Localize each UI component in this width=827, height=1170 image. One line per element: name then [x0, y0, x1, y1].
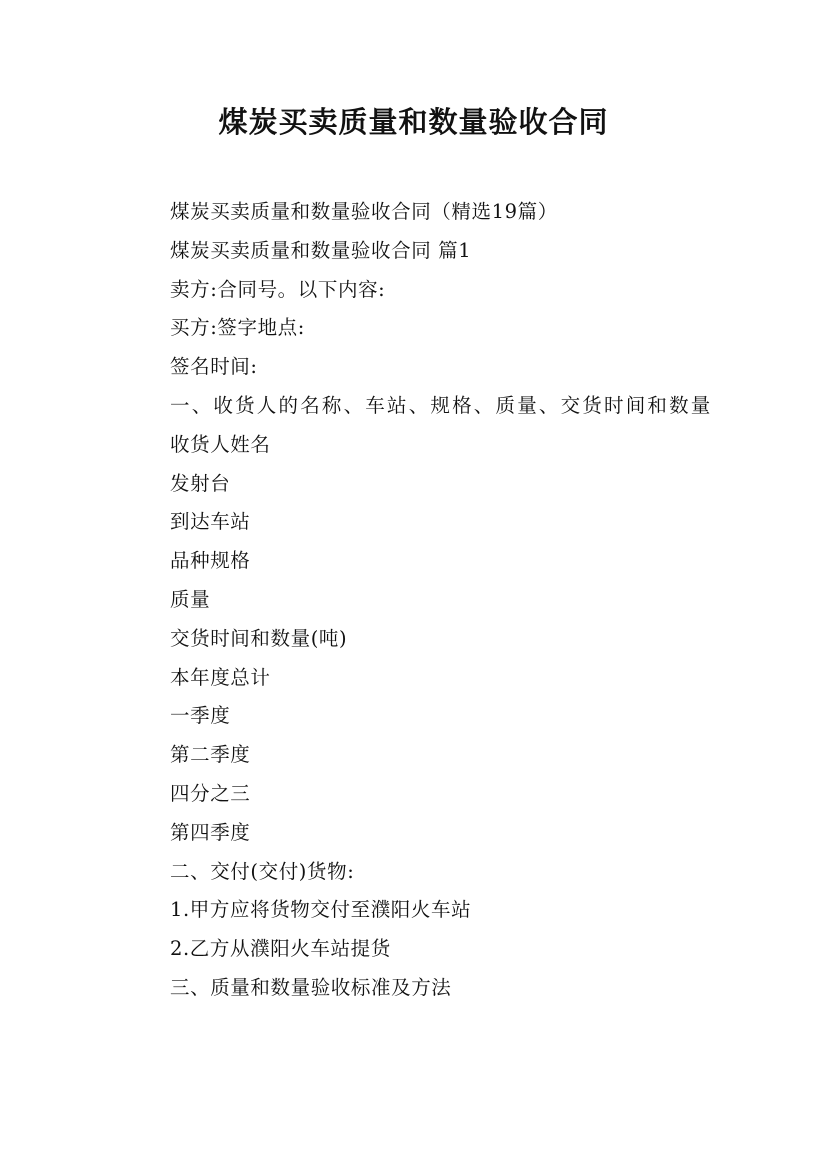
paragraph-clause-2: 二、交付(交付)货物:: [170, 859, 355, 883]
paragraph-q2: 第二季度: [170, 743, 251, 767]
paragraph-clause-2-item-1: 1.甲方应将货物交付至濮阳火车站: [170, 898, 472, 922]
paragraph-subtitle: 煤炭买卖质量和数量验收合同（精选19篇）: [170, 200, 558, 223]
paragraph-departure-station: 发射台: [170, 471, 231, 495]
paragraph-clause-2-item-2: 2.乙方从濮阳火车站提货: [170, 937, 391, 961]
paragraph-annual-total: 本年度总计: [170, 665, 271, 689]
paragraph-variety-spec: 品种规格: [170, 549, 251, 573]
paragraph-q3: 四分之三: [170, 781, 251, 805]
paragraph-section-heading: 煤炭买卖质量和数量验收合同 篇1: [170, 238, 472, 262]
document-body: [127, 193, 717, 1008]
paragraph-q4: 第四季度: [170, 820, 251, 844]
paragraph-clause-1: 一、收货人的名称、车站、规格、质量、交货时间和数量: [170, 393, 713, 417]
paragraph-arrival-station: 到达车站: [170, 510, 251, 534]
paragraph-buyer: 买方:签字地点:: [170, 316, 305, 340]
document-title: 煤炭买卖质量和数量验收合同: [218, 105, 609, 139]
paragraph-clause-3: 三、质量和数量验收标准及方法: [170, 975, 452, 999]
paragraph-seller: 卖方:合同号。以下内容:: [170, 277, 386, 301]
paragraph-consignee-name: 收货人姓名: [170, 432, 271, 456]
paragraph-delivery-quantity: 交货时间和数量(吨): [170, 626, 348, 650]
paragraph-sign-time: 签名时间:: [170, 355, 258, 379]
paragraph-q1: 一季度: [170, 704, 231, 728]
paragraph-quality: 质量: [170, 587, 211, 611]
